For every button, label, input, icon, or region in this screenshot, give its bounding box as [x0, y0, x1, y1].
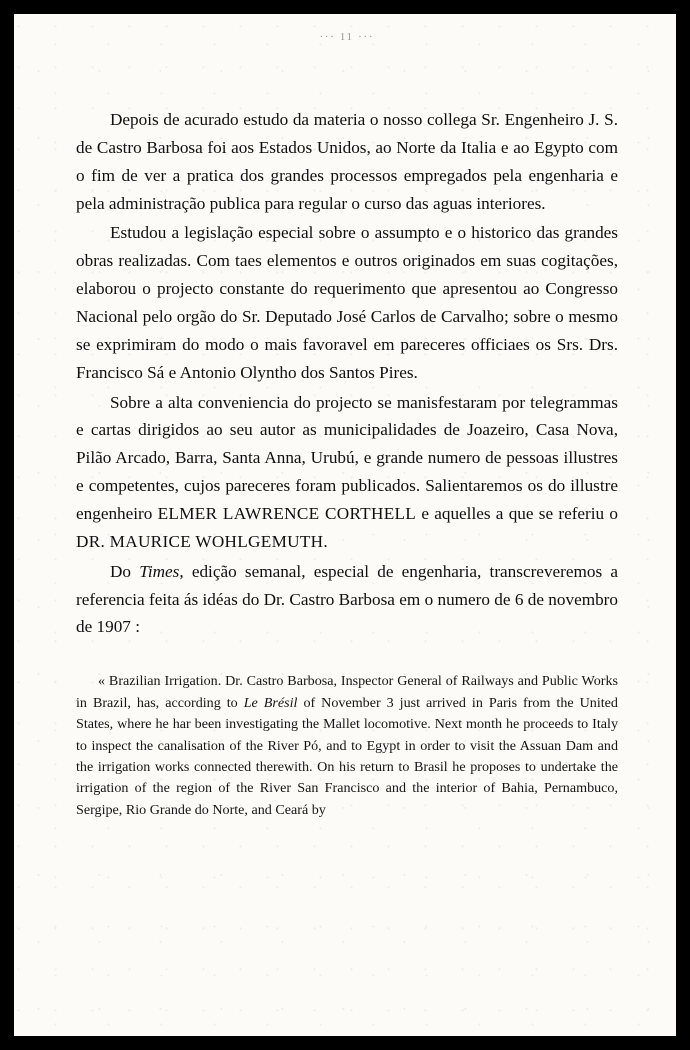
- document-sheet: [14, 14, 676, 1036]
- paragraph-1: Depois de acurado estudo da materia o nosso collega Sr. Engenheiro J. S. de Castro Barbosa foi aos Estados Unidos, ao Norte da Italia e ao Egypto com o fim de ver a pratica dos grandes processos empregados pela engenharia e pela administração publica para regular o curso das aguas interiores.: [76, 110, 618, 213]
- document-body: [76, 106, 618, 641]
- paragraph-4-text: Do Times, edição semanal, especial de engenharia, transcreveremos a referencia feita ás idéas do Dr. Castro Barbosa em o numero de 6 de novembro de 1907 :: [76, 561, 618, 637]
- paragraph-3: [76, 389, 618, 556]
- quoted-article-block: [76, 671, 618, 821]
- quote-paragraph: « Brazilian Irrigation. Dr. Castro Barbosa, Inspector General of Railways and Public Works in Brazil, has, according to Le Brésil of November 3 just arrived in Paris from the United States, where he har been investigating the Mallet locomotive. Next month he proceeds to Italy to inspect the canalisation of the River Pó, and to Egypt in order to visit the Assuan Dam and the irrigation works connected therewith. On his return to Brasil he proposes to undertake the irrigation of the region of the River San Francisco and the interior of Bahia, Pernambuco, Sergipe, Rio Grande do Norte, and Ceará by: [76, 673, 618, 818]
- paragraph-4: [76, 558, 618, 642]
- page-header-mark: ··· 11 ···: [319, 32, 375, 43]
- paragraph-3-text: Sobre a alta conveniencia do projecto se manisfestaram por telegrammas e cartas dirigidos ao seu autor as municipalidades de Joazeiro, Casa Nova, Pilão Arcado, Barra, Santa Anna, Urubú, e grande numero de pessoas illustres e competentes, cujos pareceres foram publicados. Salientaremos os do illustre engenheiro ELMER LAWRENCE CORTHELL e aquelles a que se referiu o DR. MAURICE WOHLGEMUTH.: [76, 392, 618, 551]
- paragraph-2: Estudou a legislação especial sobre o assumpto e o historico das grandes obras realizadas. Com taes elementos e outros originados em suas cogitações, elaborou o projecto constante do requerimento que apresentou ao Congresso Nacional pelo orgão do Sr. Deputado José Carlos de Carvalho; sobre o mesmo se exprimiram do modo o mais favoravel em pareceres officiaes os Srs. Drs. Francisco Sá e Antonio Olyntho dos Santos Pires.: [76, 223, 618, 382]
